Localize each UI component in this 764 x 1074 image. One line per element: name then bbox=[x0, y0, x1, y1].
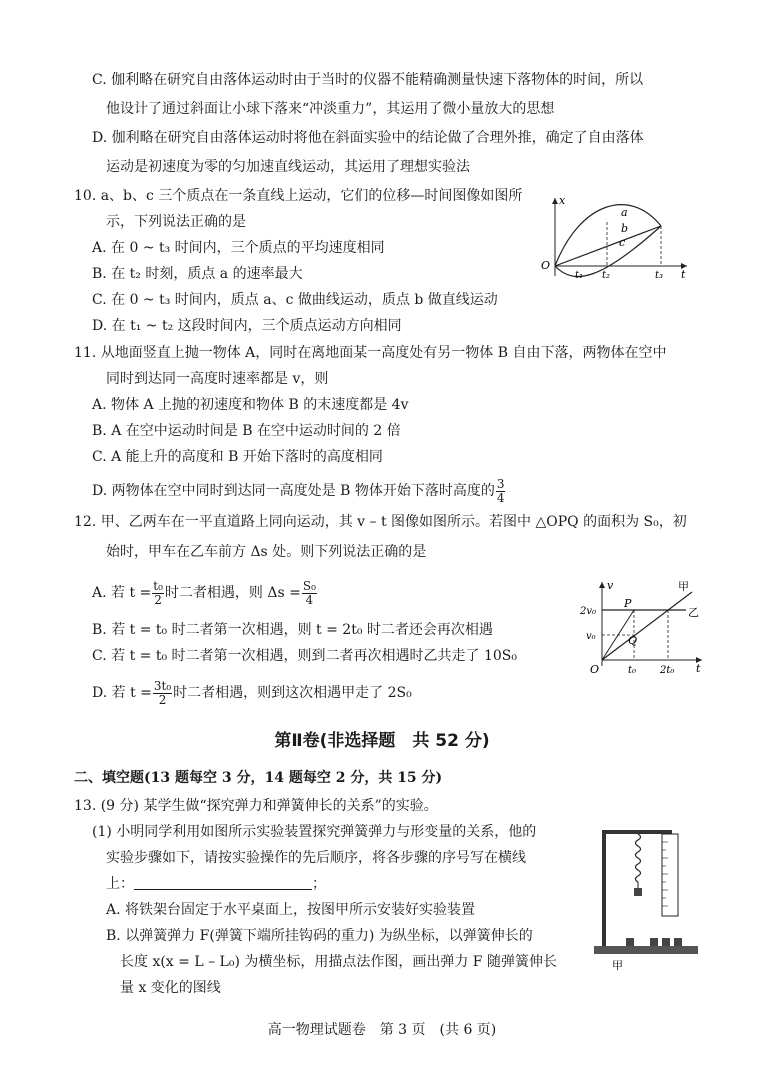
q12-d-pre: D. 若 t = bbox=[92, 685, 152, 701]
q10-stem-line1: 10. a、b、c 三个质点在一条直线上运动，它们的位移—时间图像如图所 bbox=[74, 188, 523, 204]
q12-tick-2t0: 2t₀ bbox=[660, 665, 675, 676]
ruler bbox=[662, 834, 678, 916]
q12-a-num1: t₀ bbox=[153, 578, 163, 593]
q12-d-den: 2 bbox=[158, 692, 167, 707]
q10-label-c: c bbox=[619, 236, 626, 249]
q12-label-jia: 甲 bbox=[678, 580, 689, 593]
q13-step-a: A. 将铁架台固定于水平桌面上，按图甲所示安装好实验装置 bbox=[106, 902, 476, 918]
q9-option-c-line2: 他设计了通过斜面让小球下落来“冲淡重力”，其运用了微小量放大的思想 bbox=[106, 101, 555, 117]
q11-option-c: C. A 能上升的高度和 B 开始下落时的高度相同 bbox=[92, 449, 383, 465]
q12-option-d bbox=[92, 678, 412, 708]
q13-part1-line1: (1) 小明同学利用如图所示实验装置探究弹簧弹力与形变量的关系，他的 bbox=[92, 824, 537, 840]
table-base bbox=[594, 946, 698, 954]
q12-label-yi: 乙 bbox=[688, 606, 699, 619]
q10-curve-a bbox=[555, 205, 661, 266]
q12-a-den1: 2 bbox=[154, 592, 162, 607]
q12-a-pre: A. 若 t = bbox=[92, 585, 152, 601]
q12-stem-line2: 始时，甲车在乙车前方 Δs 处。则下列说法正确的是 bbox=[106, 544, 427, 560]
page-footer: 高一物理试题卷 第 3 页 (共 6 页) bbox=[267, 1022, 497, 1038]
q12-a-mid: 时二者相遇，则 Δs = bbox=[164, 585, 301, 601]
q10-x-axis-label: x bbox=[559, 194, 566, 207]
q13-step-b-line1: B. 以弹簧弹力 F(弹簧下端所挂钩码的重力) 为纵坐标，以弹簧伸长的 bbox=[106, 928, 533, 944]
q12-tick-t0: t₀ bbox=[628, 665, 637, 676]
q12-line-jia bbox=[602, 592, 692, 660]
q11-d-numerator: 3 bbox=[496, 476, 505, 491]
q12-v-axis-label: v bbox=[607, 579, 614, 592]
q10-option-b: B. 在 t₂ 时刻，质点 a 的速率最大 bbox=[92, 266, 303, 282]
q12-a-fraction-1 bbox=[152, 580, 164, 607]
q12-option-b: B. 若 t = t₀ 时二者第一次相遇，则 t = 2t₀ 时二者还会再次相遇 bbox=[92, 622, 493, 638]
q11-option-d-text: D. 两物体在空中同时到达同一高度处是 B 物体开始下落时高度的 bbox=[92, 483, 495, 499]
q12-a-den2: 4 bbox=[305, 592, 314, 607]
stand-pole bbox=[602, 830, 606, 948]
q12-a-num2: S₀ bbox=[302, 578, 316, 593]
q10-tick-t1: t₁ bbox=[575, 270, 584, 281]
q10-option-c: C. 在 0 ~ t₃ 时间内，质点 a、c 做曲线运动，质点 b 做直线运动 bbox=[92, 292, 498, 308]
q12-a-fraction-2 bbox=[302, 580, 317, 607]
q12-d-fraction bbox=[153, 680, 172, 707]
q13-line3-post: ； bbox=[312, 876, 326, 892]
q12-origin-label: O bbox=[590, 663, 600, 676]
q13-line3-pre: 上： bbox=[106, 876, 134, 892]
q10-line-b bbox=[555, 226, 661, 266]
q12-vt-graph bbox=[580, 576, 710, 676]
q10-t-axis-label: t bbox=[681, 268, 686, 281]
part2-title: 第Ⅱ卷(非选择题 共 52 分) bbox=[274, 731, 490, 751]
q13-step-b-line2: 长度 x(x = L – L₀) 为横坐标，用描点法作图，画出弹力 F 随弹簧伸长 bbox=[120, 954, 557, 970]
stand-arm bbox=[602, 830, 672, 834]
q10-label-b: b bbox=[621, 222, 629, 235]
q13-answer-blank[interactable] bbox=[134, 875, 312, 890]
q10-curve-c bbox=[555, 226, 661, 277]
q13-part1-line3 bbox=[106, 874, 326, 894]
q13-part1-line2: 实验步骤如下，请按实验操作的先后顺序，将各步骤的序号写在横线 bbox=[106, 850, 526, 866]
q10-xt-graph bbox=[535, 192, 695, 282]
q13-apparatus-figure bbox=[590, 822, 702, 972]
q12-stem-line1: 12. 甲、乙两车在一平直道路上同向运动，其 v – t 图像如图所示。若图中 △OPQ 的面积为 S₀，初 bbox=[74, 514, 687, 530]
q10-option-a: A. 在 0 ~ t₃ 时间内，三个质点的平均速度相同 bbox=[92, 240, 385, 256]
q12-tick-v0: v₀ bbox=[586, 631, 596, 642]
q11-option-d-fraction bbox=[496, 478, 506, 505]
q10-stem-line2: 示，下列说法正确的是 bbox=[106, 214, 246, 230]
q12-option-c: C. 若 t = t₀ 时二者第一次相遇，则到二者再次相遇时乙共走了 10S₀ bbox=[92, 648, 517, 664]
q12-tick-2v0: 2v₀ bbox=[580, 606, 597, 617]
q12-t-axis-label: t bbox=[696, 662, 701, 675]
q11-stem-line1: 11. 从地面竖直上抛一物体 A，同时在离地面某一高度处有另一物体 B 自由下落，两物体在空中 bbox=[74, 345, 667, 361]
q12-option-a bbox=[92, 578, 318, 608]
q11-d-denominator: 4 bbox=[496, 490, 505, 505]
q13-step-b-line3: 量 x 变化的图线 bbox=[120, 980, 221, 996]
q13-figure-label: 甲 bbox=[612, 959, 623, 972]
q12-label-p: P bbox=[624, 597, 632, 610]
q12-label-q: Q bbox=[628, 634, 638, 647]
spring bbox=[636, 834, 641, 882]
q11-option-d bbox=[92, 476, 506, 506]
q10-label-a: a bbox=[621, 206, 628, 219]
q10-origin-label: O bbox=[541, 259, 551, 272]
q10-option-d: D. 在 t₁ ~ t₂ 这段时间内，三个质点运动方向相同 bbox=[92, 318, 402, 334]
q13-stem: 13. (9 分) 某学生做“探究弹力和弹簧伸长的关系”的实验。 bbox=[74, 798, 438, 814]
q9-option-d-line2: 运动是初速度为零的匀加速直线运动，其运用了理想实验法 bbox=[106, 159, 470, 175]
q9-option-d-line1: D. 伽利略在研究自由落体运动时将他在斜面实验中的结论做了合理外推，确定了自由落体 bbox=[92, 130, 644, 146]
q12-d-num: 3t₀ bbox=[153, 678, 172, 693]
q11-option-b: B. A 在空中运动时间是 B 在空中运动时间的 2 倍 bbox=[92, 423, 401, 439]
hook-weight bbox=[634, 888, 642, 896]
q11-option-a: A. 物体 A 上抛的初速度和物体 B 的末速度都是 4v bbox=[92, 397, 409, 413]
q11-stem-line2: 同时到达同一高度时速率都是 v，则 bbox=[106, 371, 329, 387]
weights-on-table bbox=[626, 938, 682, 946]
q10-tick-t3: t₃ bbox=[655, 270, 664, 281]
q9-option-c-line1: C. 伽利略在研究自由落体运动时由于当时的仪器不能精确测量快速下落物体的时间，所以 bbox=[92, 72, 644, 88]
q12-d-post: 时二者相遇，则到这次相遇甲走了 2S₀ bbox=[173, 685, 412, 701]
q10-tick-t2: t₂ bbox=[602, 270, 611, 281]
section2-heading: 二、填空题(13 题每空 3 分，14 题每空 2 分，共 15 分) bbox=[74, 770, 443, 786]
